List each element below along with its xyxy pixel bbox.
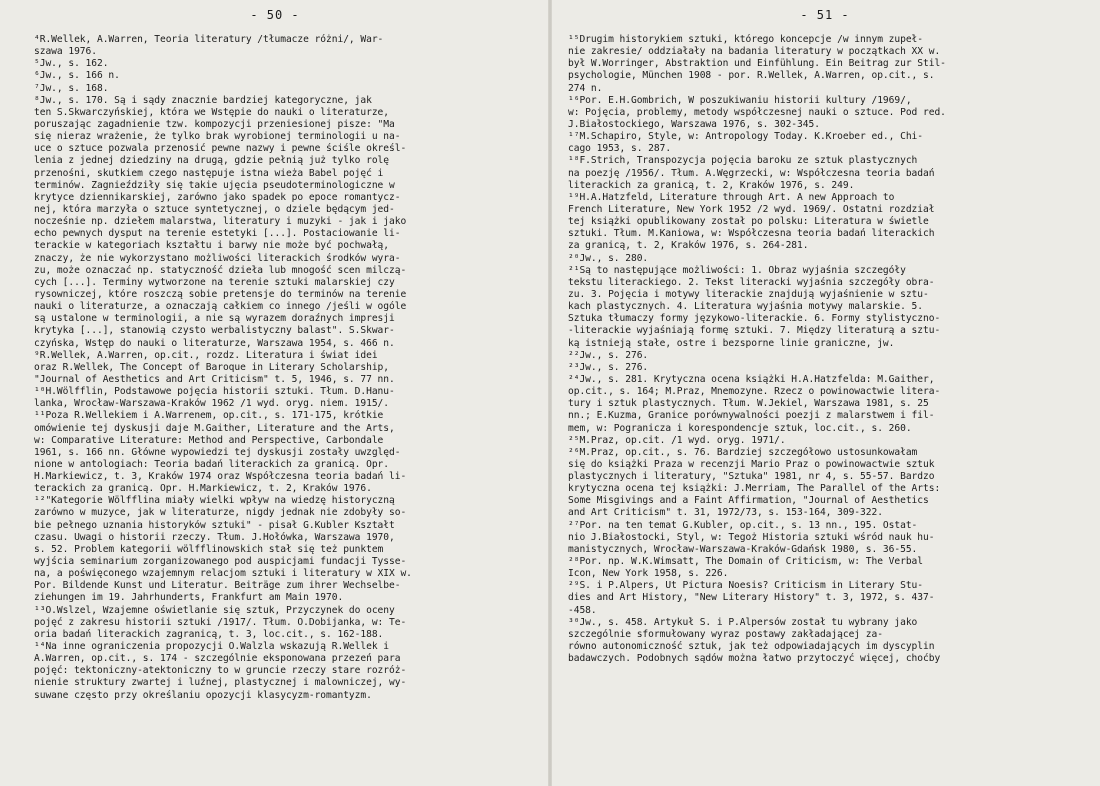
text-line: Sztuka tłumaczy formy językowo-literackie. 6. Formy stylistyczno- [568,313,941,325]
text-line: terminów. Zagnieździły się takie ujęcia pseudoterminologiczne w [34,179,395,191]
text-line: oria badań literackich zagranicą, t. 3, loc.cit., s. 162-188. [34,628,384,640]
text-line: terackie w kategoriach kształtu i barwy nie może być pochwałą, [34,240,390,252]
text-line: tej książki opublikowany został po polsku: Literatura w świetle [568,216,929,228]
text-line: na, a poświęconego wzajemnym relacjom sztuki i literatury w XIX w. [34,568,412,580]
text-line: ²⁴Jw., s. 281. Krytyczna ocena książki H.A.Hatzfelda: M.Gaither, [568,373,935,385]
text-line: ⁶Jw., s. 166 n. [34,70,120,82]
text-line: lenia z jednej dziedziny na drugą, gdzie pełnią już tylko rolę [34,155,390,167]
footnotes-right [568,34,1100,665]
text-line: ²⁸Por. np. W.K.Wimsatt, The Domain of Criticism, w: The Verbal [568,556,924,568]
text-line: zu, może oznaczać np. statyczność dzieła lub mnogość scen milczą- [34,264,407,276]
text-line: kach plastycznych. 4. Literatura wyjaśnia motywy malarskie. 5. [568,301,924,313]
text-line: krytyczna ocena tej książki: J.Merriam, The Parallel of the Arts: [568,483,941,495]
text-line: zarówno w muzyce, jak w literaturze, nigdy jednak nie zdobyły so- [34,507,407,519]
text-line: omówienie tej dyskusji daje M.Gaither, Literature and the Arts, [34,422,395,434]
page-right [550,0,1100,786]
text-line: Icon, New York 1958, s. 226. [568,568,729,580]
text-line: s. 52. Problem kategorii wölfflinowskich stał się też punktem [34,543,384,555]
text-line: w: Pojęcia, problemy, metody współczesnej nauki o sztuce. Pod red. [568,106,946,118]
text-line: są ustalone w terminologii, a nie są wyrazem doraźnych impresji [34,313,395,325]
text-line: poruszając zagadnienie tzw. kompozycji przeniesionej pisze: "Ma [34,118,395,130]
text-line: na poezję /1956/. Tłum. A.Węgrzecki, w: Współczesna teoria badań [568,167,935,179]
text-line: bie pełnego uznania historyków sztuki" - pisał G.Kubler Kształt [34,519,395,531]
text-line: ¹⁰H.Wölfflin, Podstawowe pojęcia historii sztuki. Tłum. D.Hanu- [34,386,395,398]
text-line: mem, w: Pogranicza i korespondencje sztuk, loc.cit., s. 260. [568,422,912,434]
text-line: nienie struktury zwartej i luźnej, plastycznej i malowniczej, wy- [34,677,407,689]
text-line: ⁴R.Wellek, A.Warren, Teoria literatury /tłumacze różni/, War- [34,34,384,45]
text-line: op.cit., s. 164; M.Praz, Mnemozyne. Rzecz o powinowactwie litera- [568,386,941,398]
text-line: ²⁹S. i P.Alpers, Ut Pictura Noesis? Criticism in Literary Stu- [568,580,924,592]
text-line: nej, która marzyła o sztuce syntetycznej, o dziele będącym jed- [34,203,395,215]
text-line: ³⁰Jw., s. 458. Artykuł S. i P.Alpersów został tu wybrany jako [568,616,918,628]
page-number: - 50 - [250,8,300,22]
text-line: równo autonomiczność sztuk, jak też odpowiadających im dyscyplin [568,641,935,653]
text-line: Por. Bildende Kunst und Literatur. Beiträge zum ihrer Wechselbe- [34,580,401,592]
text-line: ⁹R.Wellek, A.Warren, op.cit., rozdz. Literatura i świat idei [34,349,378,361]
text-line: nauki o literaturze, a oznaczają całkiem co innego /jeśli w ogóle [34,301,407,313]
text-line: cago 1953, s. 287. [568,143,672,155]
text-line: and Art Criticism" t. 31, 1972/73, s. 153-164, 309-322. [568,507,883,519]
text-line: H.Markiewicz, t. 3, Kraków 1974 oraz Współczesna teoria badań li- [34,471,407,483]
text-line: terackich za granicą. Opr. H.Markiewicz, t. 2, Kraków 1976. [34,483,372,495]
text-line: za granicą, t. 2, Kraków 1976, s. 264-281. [568,240,809,252]
text-line: A.Warren, op.cit., s. 174 - szczególnie eksponowana przezeń para [34,653,401,665]
text-line: J.Białostockiego, Warszawa 1976, s. 302-345. [568,118,820,130]
text-line: nie zakresie/ oddziałały na badania literatury w początkach XX w. [568,46,941,58]
text-line: nio J.Białostocki, Styl, w: Tegoż Historia sztuki wśród nauk hu- [568,531,935,543]
text-line: -literackie wyjaśniają formę sztuki. 7. Między literaturą a sztu- [568,325,941,337]
text-line: French Literature, New York 1952 /2 wyd. 1969/. Ostatni rozdział [568,203,935,215]
text-line: ¹²"Kategorie Wölfflina miały wielki wpływ na wiedzę historyczną [34,495,395,507]
text-line: cych [...]. Terminy wytworzone na terenie sztuki malarskiej czy [34,276,395,288]
text-line: ²³Jw., s. 276. [568,361,649,373]
text-line: ⁵Jw., s. 162. [34,58,109,70]
text-line: ten S.Skwarczyńskiej, która we Wstępie do nauki o literaturze, [34,106,390,118]
text-line: ⁸Jw., s. 170. Są i sądy znacznie bardziej kategoryczne, jak [34,94,372,106]
text-line: był W.Worringer, Abstraktion und Einfühlung. Ein Beitrag zur Stil- [568,58,946,70]
text-line: czasu. Uwagi o historii rzeczy. Tłum. J.Hołówka, Warszawa 1970, [34,531,395,543]
text-line: "Journal of Aesthetics and Art Criticism" t. 5, 1946, s. 77 nn. [34,373,395,385]
text-line: szczególnie sformułowany wyraz postawy zakładającej za- [568,628,883,640]
text-line: krytyce dziennikarskiej, zarówno jako spadek po epoce romantycz- [34,191,401,203]
text-line: ką istnieją stałe, ostre i bezsporne linie graniczne, jw. [568,337,895,349]
text-line: psychologie, München 1908 - por. R.Wellek, A.Warren, op.cit., s. [568,70,935,82]
text-line: ¹⁹H.A.Hatzfeld, Literature through Art. A new Approach to [568,191,895,203]
text-line: zu. 3. Pojęcia i motywy literackie znajdują wyjaśnienie w sztu- [568,288,929,300]
text-line: -458. [568,604,597,616]
text-line: pojęć: tektoniczny-atektoniczny to w gruncie rzeczy stare rozróż- [34,665,407,677]
text-line: ²¹Są to następujące możliwości: 1. Obraz wyjaśnia szczegóły [568,264,906,276]
text-line: się do książki Praza w recenzji Mario Praz o powinowactwie sztuk [568,458,935,470]
text-line: wyjścia seminarium zorganizowanego pod auspicjami fundacji Tysse- [34,556,407,568]
text-line: krytyka [...], stanowią czysto werbalistyczny balast". S.Skwar- [34,325,395,337]
text-line: znaczy, że nie wykorzystano możliwości literackich środków wyra- [34,252,401,264]
page-number: - 51 - [800,8,850,22]
text-line: czyńska, Wstęp do nauki o literaturze, Warszawa 1954, s. 466 n. [34,337,395,349]
text-line: ¹⁴Na inne ograniczenia propozycji O.Walzla wskazują R.Wellek i [34,641,390,653]
text-line: ¹⁷M.Schapiro, Style, w: Antropology Today. K.Kroeber ed., Chi- [568,131,924,143]
text-line: pojęć z zakresu historii sztuki /1917/. Tłum. O.Dobijanka, w: Te- [34,616,407,628]
text-line: sztuki. Tłum. M.Kaniowa, w: Współczesna teoria badań literackich [568,228,935,240]
text-line: 1961, s. 166 nn. Główne wypowiedzi tej dyskusji zostały uwzględ- [34,446,401,458]
text-line: ziehungen im 19. Jahrhunderts, Frankfurt am Main 1970. [34,592,344,604]
text-line: uce o sztuce pozwala przenosić pewne nazwy i pewne ściśle określ- [34,143,407,155]
text-line: rysowniczej, które roszczą sobie pretensje do terminów na terenie [34,288,407,300]
text-line: nocześnie np. dziełem malarstwa, literatury i muzyki - jak i jako [34,216,407,228]
text-line: plastycznych i literatury, "Sztuka" 1981, nr 4, s. 55-57. Bardzo [568,471,935,483]
text-line: ²⁵M.Praz, op.cit. /1 wyd. oryg. 1971/. [568,434,786,446]
text-line: dies and Art History, "New Literary History" t. 3, 1972, s. 437- [568,592,935,604]
text-line: ¹³O.Wslzel, Wzajemne oświetlanie się sztuk, Przyczynek do oceny [34,604,395,616]
text-line: ²²Jw., s. 276. [568,349,649,361]
text-line: nione w antologiach: Teoria badań literackich za granicą. Opr. [34,458,390,470]
text-line: suwane często przy określaniu opozycji klasycyzm-romantyzm. [34,689,372,701]
text-line: manistycznych, Wrocław-Warszawa-Kraków-Gdańsk 1980, s. 36-55. [568,543,918,555]
text-line: ¹⁵Drugim historykiem sztuki, którego koncepcje /w innym zupeł- [568,34,924,45]
text-line: ¹⁸F.Strich, Transpozycja pojęcia baroku ze sztuk plastycznych [568,155,918,167]
text-line: lanka, Wrocław-Warszawa-Kraków 1962 /1 wyd. oryg. niem. 1915/. [34,398,390,410]
text-line: ¹¹Poza R.Wellekiem i A.Warrenem, op.cit., s. 171-175, krótkie [34,410,384,422]
text-line: nn.; E.Kuzma, Granice porównywalności poezji z malarstwem i fil- [568,410,935,422]
text-line: Some Misgivings and a Faint Affirmation, "Journal of Aesthetics [568,495,929,507]
text-line: 274 n. [568,82,603,94]
text-line: ⁷Jw., s. 168. [34,82,109,94]
text-line: ²⁶M.Praz, op.cit., s. 76. Bardziej szczegółowo ustosunkowałam [568,446,918,458]
text-line: tury i sztuk plastycznych. Tłum. W.Jekiel, Warszawa 1981, s. 25 [568,398,929,410]
footnotes-left [34,34,550,702]
text-line: przenośni, skutkiem czego następuje istna wieża Babel pojęć i [34,167,384,179]
text-line: echo pewnych dysput na terenie estetyki [...]. Postaciowanie li- [34,228,401,240]
text-line: ²⁷Por. na ten temat G.Kubler, op.cit., s. 13 nn., 195. Ostat- [568,519,918,531]
text-line: ²⁰Jw., s. 280. [568,252,649,264]
text-line: oraz R.Wellek, The Concept of Baroque in Literary Scholarship, [34,361,390,373]
text-line: badawczych. Podobnych sądów można łatwo przytoczyć więcej, choćby [568,653,941,665]
text-line: szawa 1976. [34,46,97,58]
text-line: literackich za granicą, t. 2, Kraków 1976, s. 249. [568,179,855,191]
text-line: tekstu literackiego. 2. Tekst literacki wyjaśnia szczegóły obra- [568,276,935,288]
text-line: w: Comparative Literature: Method and Perspective, Carbondale [34,434,384,446]
text-line: ¹⁶Por. E.H.Gombrich, W poszukiwaniu historii kultury /1969/, [568,94,912,106]
text-line: się nieraz wrażenie, że tylko brak wyrobionej terminologii u na- [34,131,401,143]
